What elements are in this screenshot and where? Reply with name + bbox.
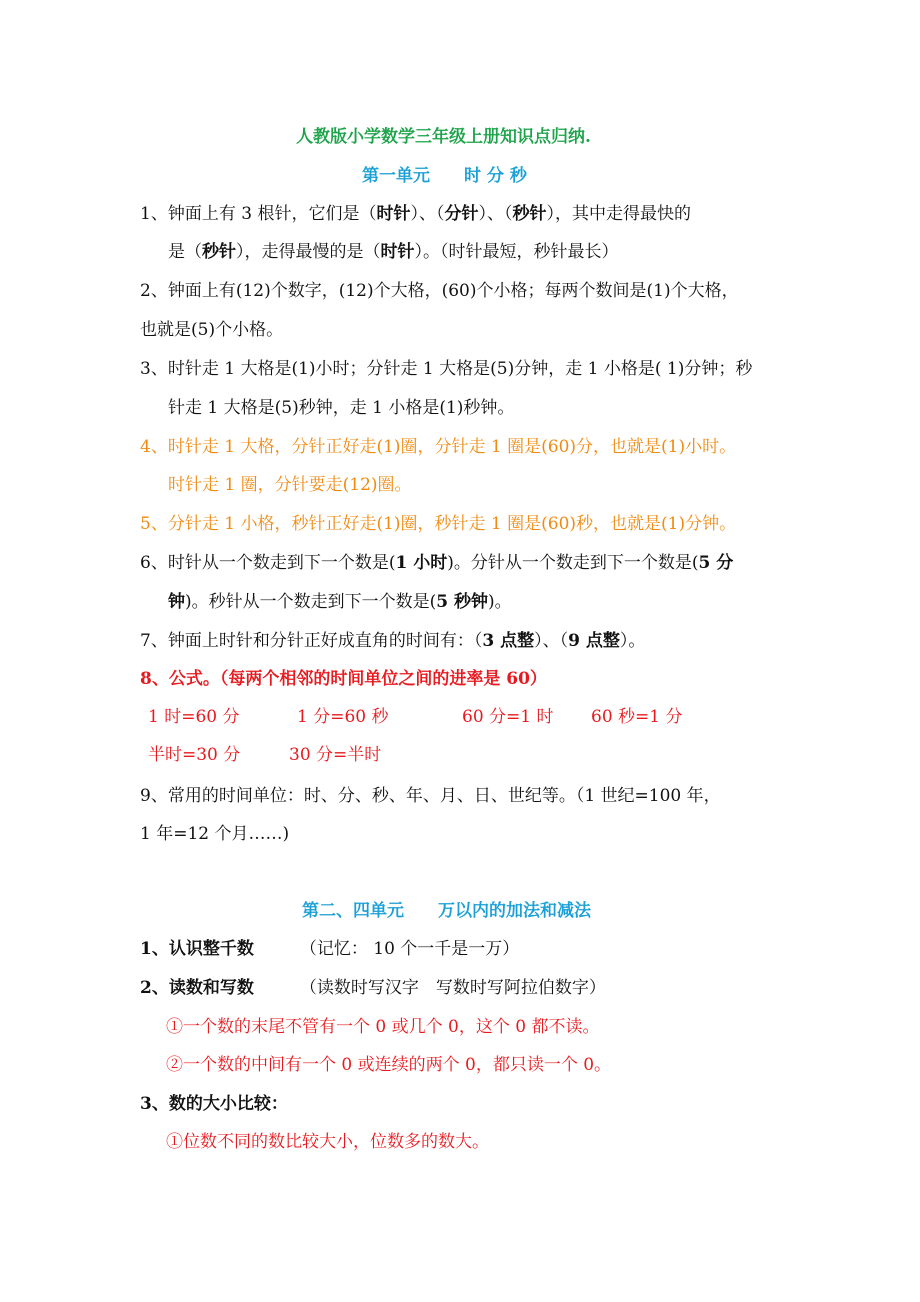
item-6-line-2 <box>168 591 512 613</box>
rule-1: ①一个数的末尾不管有一个 0 或几个 0，这个 0 都不读。 <box>166 1017 600 1037</box>
formula-4: 60 秒=1 分 <box>591 707 683 727</box>
rule-2: ②一个数的中间有一个 0 或连续的两个 0，都只读一个 0。 <box>166 1055 612 1075</box>
text: )。分针从一个数走到下一个数是( <box>447 553 699 573</box>
answer: 9 点整 <box>568 631 620 651</box>
text: 7、钟面上时针和分针正好成直角的时间有：（ <box>140 631 483 651</box>
text: )。秒针从一个数走到下一个数是( <box>185 592 437 612</box>
answer: 分针 <box>444 204 479 224</box>
text: )。 <box>488 592 512 612</box>
section-1 <box>140 938 519 960</box>
item-8-heading: 8、公式。（每两个相邻的时间单位之间的进率是 60） <box>140 669 547 689</box>
note: （读数时写汉字 写数时写阿拉伯数字） <box>299 978 606 998</box>
section-title: 2、读数和写数 <box>140 978 254 998</box>
text: 1、钟面上有 3 根针，它们是（ <box>140 204 377 224</box>
item-4-line-2: 时针走 1 圈，分针要走(12)圈。 <box>168 475 412 495</box>
note: （记忆： 10 个一千是一万） <box>299 939 520 959</box>
answer: 时针 <box>376 204 411 224</box>
item-7-line <box>140 630 645 652</box>
unit1-heading: 第一单元 时 分 秒 <box>362 166 527 186</box>
answer: 秒针 <box>512 204 547 224</box>
item-2-line-1: 2、钟面上有(12)个数字，(12)个大格，(60)个小格；每两个数间是(1)个大格， <box>140 281 739 301</box>
text: ）。（时针最短，秒针最长） <box>414 242 619 262</box>
answer: 5 秒钟 <box>436 592 489 612</box>
item-9-line-1: 9、常用的时间单位：时、分、秒、年、月、日、世纪等。（1 世纪=100 年， <box>140 786 721 806</box>
formula-6: 30 分=半时 <box>289 745 382 765</box>
unit2-heading: 第二、四单元 万以内的加法和减法 <box>302 901 591 921</box>
item-5-line: 5、分针走 1 小格，秒针正好走(1)圈，秒针走 1 圈是(60)秒，也就是(1)分钟。 <box>140 514 737 534</box>
section-title: 1、认识整千数 <box>140 939 254 959</box>
item-6-line-1 <box>140 552 733 574</box>
item-2-line-2: 也就是(5)个小格。 <box>140 320 284 340</box>
item-9-line-2: 1 年=12 个月……) <box>140 824 290 844</box>
text: ）、（ <box>410 204 445 224</box>
document-title: 人教版小学数学三年级上册知识点归纳. <box>296 127 591 147</box>
rule-3: ①位数不同的数比较大小，位数多的数大。 <box>166 1132 489 1152</box>
item-1-line-2 <box>168 241 619 263</box>
formula-1: 1 时=60 分 <box>148 707 240 727</box>
item-1-line-1 <box>140 203 691 225</box>
text: ）、（ <box>534 631 569 651</box>
answer: 1 小时 <box>395 553 448 573</box>
text: ）、（ <box>478 204 513 224</box>
formula-2: 1 分=60 秒 <box>297 707 389 727</box>
answer: 秒针 <box>202 242 236 262</box>
answer: 时针 <box>380 242 415 262</box>
text: ），走得最慢的是（ <box>236 242 381 262</box>
answer: 3 点整 <box>482 631 535 651</box>
text: ），其中走得最快的 <box>546 204 691 224</box>
formula-3: 60 分=1 时 <box>462 707 554 727</box>
section-3: 3、数的大小比较： <box>140 1094 288 1114</box>
item-3-line-1: 3、时针走 1 大格是(1)小时；分针走 1 大格是(5)分钟，走 1 小格是( 1)分钟；秒 <box>140 359 753 379</box>
formula-5: 半时=30 分 <box>148 745 241 765</box>
answer: 5 分 <box>698 553 734 573</box>
item-3-line-2: 针走 1 大格是(5)秒钟，走 1 小格是(1)秒钟。 <box>168 398 515 418</box>
answer: 钟 <box>168 592 185 612</box>
text: 是（ <box>168 242 202 262</box>
text: 6、时针从一个数走到下一个数是( <box>140 553 396 573</box>
item-4-line-1: 4、时针走 1 大格，分针正好走(1)圈，分针走 1 圈是(60)分，也就是(1)小时。 <box>140 437 737 457</box>
section-2 <box>140 977 606 999</box>
text: ）。 <box>619 631 646 651</box>
